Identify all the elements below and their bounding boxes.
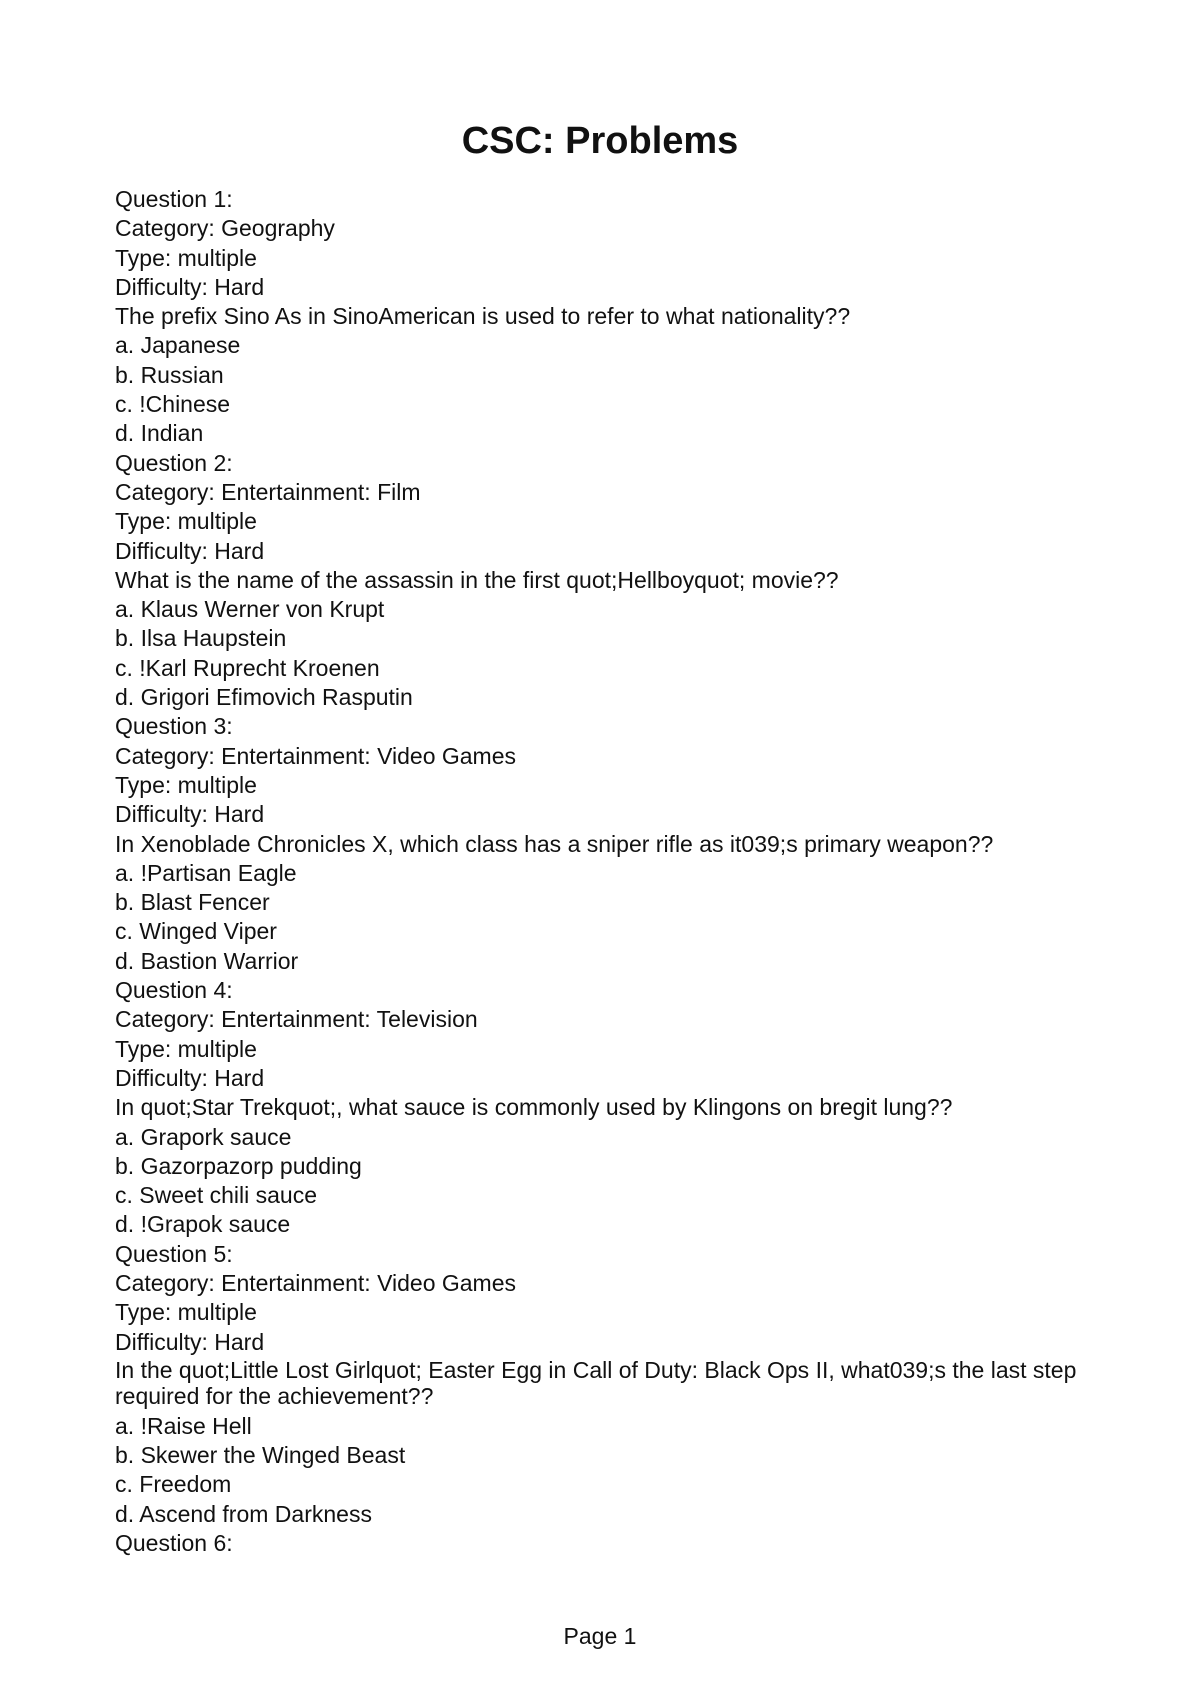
- question-heading: Question 2:: [115, 449, 233, 476]
- answer-option: d. Indian: [115, 420, 204, 447]
- answer-option: d. Grigori Efimovich Rasputin: [115, 684, 413, 711]
- answer-option: a. Klaus Werner von Krupt: [115, 596, 385, 623]
- answer-option: c. !Karl Ruprecht Kroenen: [115, 654, 380, 681]
- answer-option: c. !Chinese: [115, 391, 231, 418]
- question-text: In Xenoblade Chronicles X, which class has a sniper rifle as it039;s primary weapon??: [115, 830, 994, 857]
- page-title: CSC: Problems: [461, 120, 739, 162]
- question-category: Category: Entertainment: Video Games: [115, 742, 517, 769]
- question-type: Type: multiple: [115, 244, 257, 271]
- question-category: Category: Entertainment: Film: [115, 478, 421, 505]
- question-heading: Question 4:: [115, 977, 233, 1004]
- question-type: Type: multiple: [115, 508, 257, 535]
- question-type: Type: multiple: [115, 1299, 257, 1326]
- question-difficulty: Difficulty: Hard: [115, 801, 265, 828]
- question-category: Category: Geography: [115, 215, 335, 242]
- answer-option: b. Russian: [115, 361, 224, 388]
- question-heading: Question 6:: [115, 1530, 233, 1557]
- answer-option: d. Bastion Warrior: [115, 947, 299, 974]
- answer-option: a. Grapork sauce: [115, 1123, 292, 1150]
- question-heading: Question 1:: [115, 186, 233, 212]
- question-text: In quot;Star Trekquot;, what sauce is commonly used by Klingons on bregit lung??: [115, 1094, 953, 1121]
- answer-option: c. Sweet chili sauce: [115, 1182, 317, 1209]
- answer-option: a. Japanese: [115, 332, 241, 359]
- question-heading: Question 5:: [115, 1240, 233, 1267]
- answer-option: a. !Raise Hell: [115, 1412, 252, 1439]
- answer-option: a. !Partisan Eagle: [115, 859, 297, 886]
- question-text: What is the name of the assassin in the first quot;Hellboyquot; movie??: [115, 566, 839, 593]
- page-number: Page 1: [563, 1623, 637, 1649]
- question-list: [115, 185, 1095, 1558]
- question-difficulty: Difficulty: Hard: [115, 1328, 265, 1355]
- question-category: Category: Entertainment: Television: [115, 1006, 478, 1033]
- question-difficulty: Difficulty: Hard: [115, 1064, 265, 1091]
- answer-option: d. Ascend from Darkness: [115, 1500, 372, 1527]
- answer-option: b. Gazorpazorp pudding: [115, 1152, 362, 1179]
- question-type: Type: multiple: [115, 1035, 257, 1062]
- question-type: Type: multiple: [115, 771, 257, 798]
- question-heading: Question 3:: [115, 713, 233, 740]
- question-category: Category: Entertainment: Video Games: [115, 1269, 517, 1296]
- question-text: In the quot;Little Lost Girlquot; Easter Egg in Call of Duty: Black Ops II, what039;s the last step required for the achievement??: [115, 1356, 1077, 1409]
- answer-option: d. !Grapok sauce: [115, 1211, 291, 1238]
- answer-option: b. Skewer the Winged Beast: [115, 1442, 406, 1469]
- answer-option: b. Blast Fencer: [115, 889, 270, 916]
- question-difficulty: Difficulty: Hard: [115, 273, 265, 300]
- answer-option: c. Winged Viper: [115, 918, 277, 945]
- question-text: The prefix Sino As in SinoAmerican is used to refer to what nationality??: [115, 303, 851, 330]
- answer-option: c. Freedom: [115, 1471, 232, 1498]
- question-difficulty: Difficulty: Hard: [115, 537, 265, 564]
- answer-option: b. Ilsa Haupstein: [115, 625, 287, 652]
